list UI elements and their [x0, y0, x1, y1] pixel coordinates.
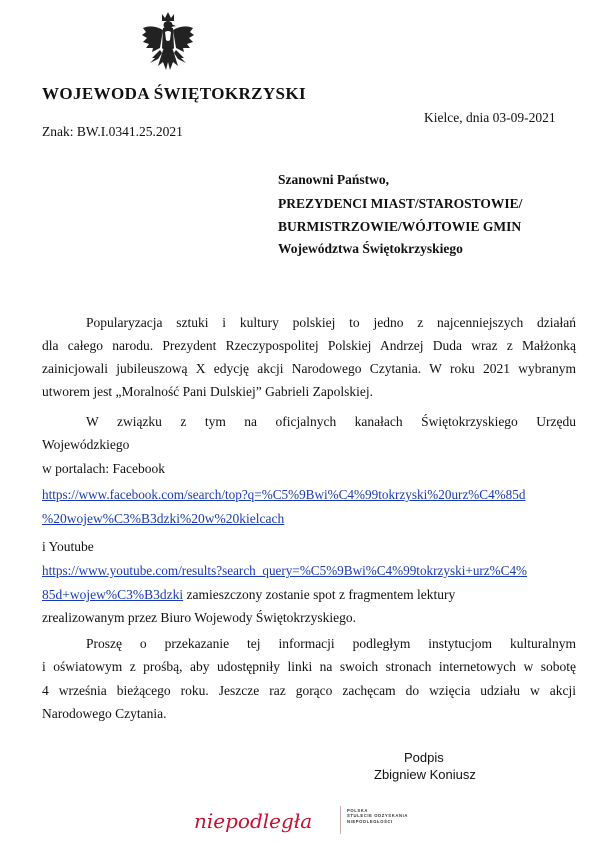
- paragraph-2-youtube: i Youtube: [42, 539, 94, 554]
- paragraph-3-line-3: 4 września bieżącego roku. Jeszcze raz gorąco zachęcam do wzięcia udziału w akcji: [42, 683, 576, 698]
- youtube-link-line-2[interactable]: 85d+wojew%C3%B3dzki: [42, 587, 184, 602]
- paragraph-3-line-4: Narodowego Czytania.: [42, 706, 167, 721]
- paragraph-2-spot-text: zamieszczony zostanie spot z fragmentem lektury: [183, 587, 456, 602]
- salutation: Szanowni Państwo,: [278, 172, 390, 187]
- niepodlegla-logo-icon: [190, 806, 350, 836]
- issuer-title: WOJEWODA ŚWIĘTOKRZYSKI: [42, 84, 307, 103]
- addressee-line-1: PREZYDENCI MIAST/STAROSTOWIE/: [278, 196, 523, 211]
- logo-caption: [347, 808, 408, 824]
- addressee-line-2: BURMISTRZOWIE/WÓJTOWIE GMIN: [278, 219, 522, 234]
- paragraph-2-last-line: zrealizowanym przez Biuro Wojewody Świętokrzyskiego.: [42, 610, 356, 625]
- paragraph-3-line-1: Proszę o przekazanie tej informacji podległym instytucjom kulturalnym: [86, 636, 576, 651]
- youtube-link-line-1[interactable]: https://www.youtube.com/results?search_query=%C5%9Bwi%C4%99tokrzyski+urz%C4%: [42, 563, 528, 578]
- paragraph-1-line-4: utworem jest „Moralność Pani Dulskiej” Gabrieli Zapolskiej.: [42, 384, 374, 399]
- facebook-link-line-1[interactable]: https://www.facebook.com/search/top?q=%C5%9Bwi%C4%99tokrzyski%20urz%C4%85d: [42, 487, 526, 502]
- logo-caption-line-3: NIEPODLEGŁOŚCI: [347, 818, 393, 824]
- signature-name: Zbigniew Koniusz: [374, 767, 476, 782]
- reference-number: Znak: BW.I.0341.25.2021: [42, 124, 183, 139]
- paragraph-1-line-3: zainicjowali jubileuszową X edycję akcji Narodowego Czytania. W roku 2021 wybranym: [42, 361, 576, 376]
- youtube-link-line-2-row: [42, 587, 455, 603]
- logo-divider: [340, 806, 341, 834]
- paragraph-2-line-2: Wojewódzkiego: [42, 437, 130, 452]
- logo-script-text: niepodległa: [194, 809, 313, 833]
- signature-title: Podpis: [404, 750, 444, 765]
- paragraph-2-line-1: W związku z tym na oficjalnych kanałach Świętokrzyskiego Urzędu: [86, 414, 576, 429]
- paragraph-3-line-2: i oświatowym z prośbą, aby udostępniły linki na swoich stronach internetowych w sobotę: [42, 659, 576, 674]
- paragraph-1-line-2: dla całego narodu. Prezydent Rzeczypospolitej Polskiej Andrzej Duda wraz z Małżonką: [42, 338, 576, 353]
- logo-caption-line-1: POLSKA: [347, 808, 369, 813]
- logo-caption-line-2: STULECIE ODZYSKANIA: [347, 813, 408, 819]
- paragraph-2-portals: w portalach: Facebook: [42, 461, 165, 476]
- polish-eagle-emblem-icon: [140, 10, 196, 76]
- addressee-line-3: Województwa Świętokrzyskiego: [278, 241, 463, 256]
- facebook-link-line-2[interactable]: %20wojew%C3%B3dzki%20w%20kielcach: [42, 511, 285, 526]
- place-date: Kielce, dnia 03-09-2021: [424, 110, 556, 125]
- paragraph-1-line-1: Popularyzacja sztuki i kultury polskiej to jedno z najcenniejszych działań: [86, 315, 576, 330]
